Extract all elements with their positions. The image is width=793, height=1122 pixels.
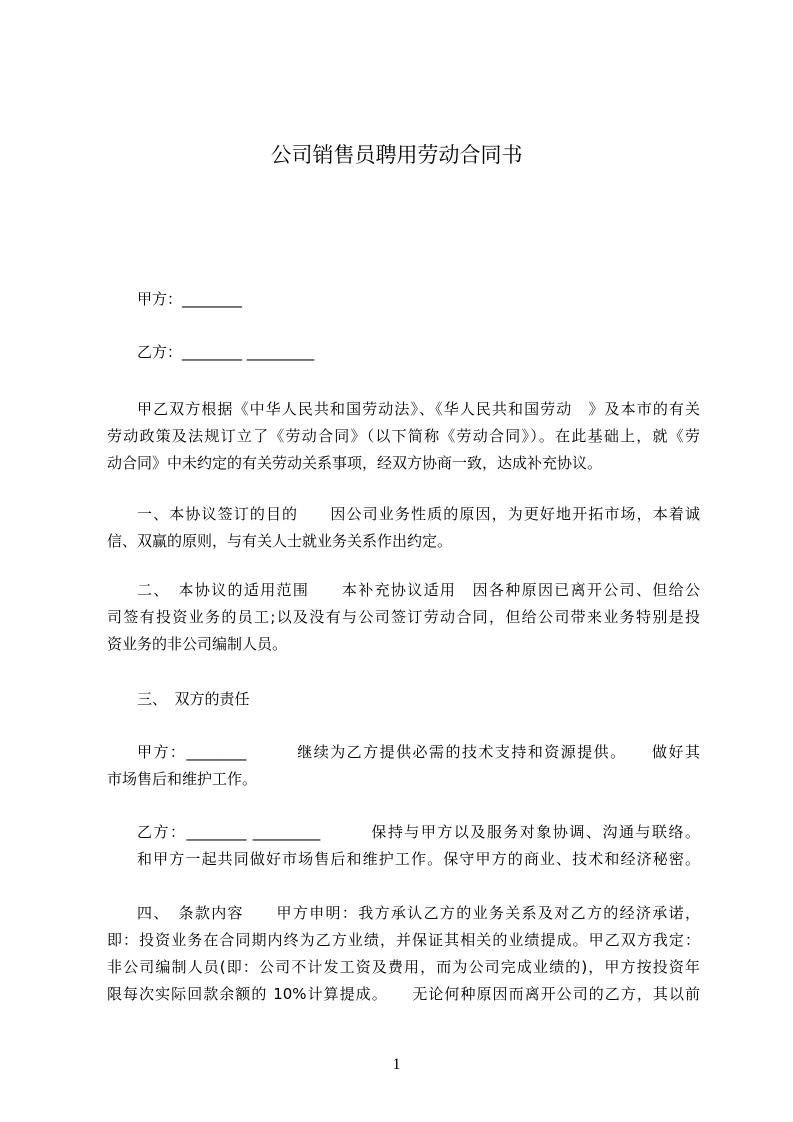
party-b-line: 乙方：________ _________ [137,343,315,361]
paragraph-line: 司签有投资业务的员工;以及没有与公司签订劳动合同，但给公司带来业务特别是投 [107,608,700,626]
paragraph-line: 即：投资业务在合同期内终为乙方业绩，并保证其相关的业绩提成。甲乙双方我定： [107,931,700,949]
paragraph-line: 甲乙双方根据《中华人民共和国劳动法》、《华人民共和国劳动 》及本市的有关 [137,400,700,418]
party-a-responsibility-paragraph [107,739,700,793]
section-heading-line: 三、 双方的责任 [137,690,250,708]
paragraph-line: 一、本协议签订的目的 因公司业务性质的原因，为更好地开拓市场，本着诚 [137,505,700,523]
party-b-block [107,339,700,366]
party-b-responsibility-paragraph [107,819,700,873]
paragraph-line: 限每次实际回款余额的 10%计算提成。 无论何种原因而离开公司的乙方，其以前 [107,985,700,1003]
section-1-paragraph [107,501,700,555]
paragraph-line: 资业务的非公司编制人员。 [107,635,288,653]
document-title: 公司销售员聘用劳动合同书 [270,143,523,167]
paragraph-line: 甲方：________ 继续为乙方提供必需的技术支持和资源提供。 做好其 [137,743,700,761]
party-a-line: 甲方：________ [137,290,243,308]
paragraph-line: 信、双赢的原则，与有关人士就业务关系作出约定。 [107,532,453,550]
paragraph-line: 市场售后和维护工作。 [107,770,258,788]
paragraph-line: 劳动政策及法规订立了《劳动合同》（以下简称《劳动合同》）。在此基础上，就《劳 [107,427,700,445]
section-2-paragraph [107,577,700,658]
paragraph-line: 四、 条款内容 甲方申明：我方承认乙方的业务关系及对乙方的经济承诺， [137,904,700,922]
preamble-paragraph [107,396,700,477]
page-number: 1 [392,1056,401,1073]
section-3-heading [107,686,700,713]
paragraph-line: 非公司编制人员(即：公司不计发工资及费用，而为公司完成业绩的)，甲方按投资年 [107,958,700,976]
party-a-block [107,286,700,313]
paragraph-line: 和甲方一起共同做好市场售后和维护工作。保守甲方的商业、技术和经济秘密。 [137,850,700,868]
paragraph-line: 乙方：________ _________ 保持与甲方以及服务对象协调、沟通与联络。 [137,823,700,841]
paragraph-line: 动合同》中未约定的有关劳动关系事项，经双方协商一致，达成补充协议。 [107,454,603,472]
paragraph-line: 二、 本协议的适用范围 本补充协议适用 因各种原因已离开公司、但给公 [137,581,700,599]
section-4-paragraph [107,900,700,1008]
